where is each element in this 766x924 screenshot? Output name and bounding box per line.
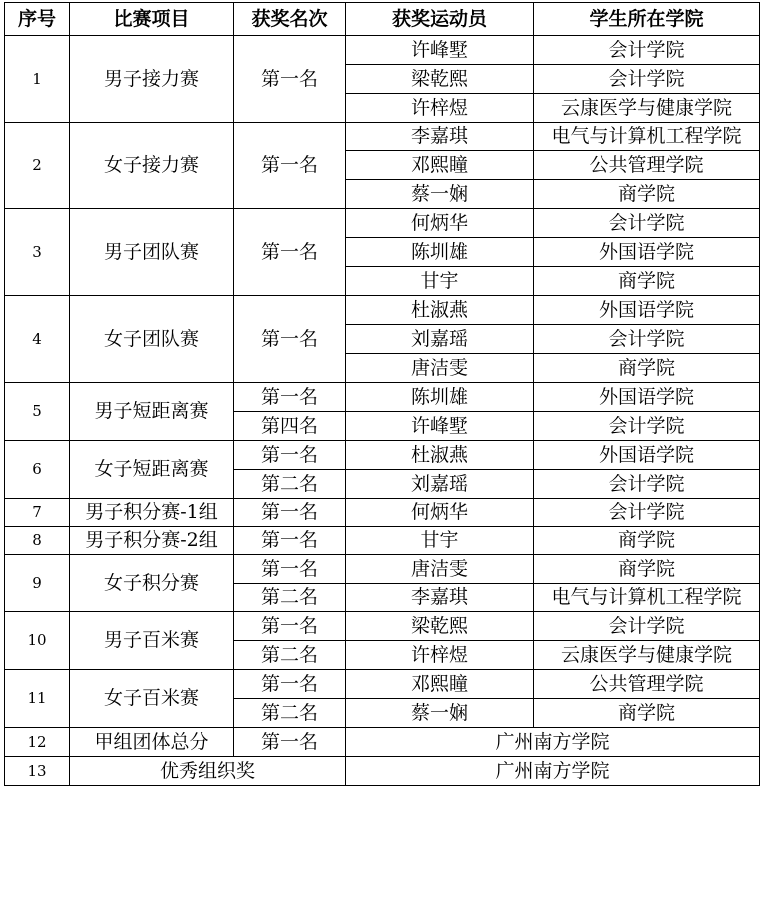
header-event: 比赛项目 [70,3,234,36]
college-name: 外国语学院 [534,296,760,325]
athlete-name: 邓熙瞳 [346,151,534,180]
header-rank: 获奖名次 [234,3,346,36]
row-index: 2 [5,123,70,209]
college-name: 电气与计算机工程学院 [534,584,760,612]
row-index: 1 [5,36,70,123]
event-name: 优秀组织奖 [70,757,346,786]
athlete-name: 刘嘉瑶 [346,325,534,354]
table-row [5,527,760,555]
rank-cell: 第一名 [234,555,346,584]
athlete-name: 何炳华 [346,209,534,238]
athlete-name: 李嘉琪 [346,123,534,151]
table-row [5,728,760,757]
athlete-name: 许峰墅 [346,412,534,441]
college-name: 会计学院 [534,499,760,527]
athlete-name: 许梓煜 [346,94,534,123]
event-name: 甲组团体总分 [70,728,234,757]
rank-cell: 第一名 [234,499,346,527]
event-name: 男子积分赛-2组 [70,527,234,555]
rank-cell: 第一名 [234,728,346,757]
rank-cell: 第一名 [234,441,346,470]
athlete-name: 杜淑燕 [346,441,534,470]
rank-cell: 第一名 [234,123,346,209]
table-row [5,123,760,151]
row-index: 9 [5,555,70,612]
rank-cell: 第一名 [234,209,346,296]
rank-cell: 第一名 [234,670,346,699]
college-name: 会计学院 [534,36,760,65]
college-name: 商学院 [534,699,760,728]
row-index: 6 [5,441,70,499]
college-name: 会计学院 [534,412,760,441]
row-index: 4 [5,296,70,383]
header-college: 学生所在学院 [534,3,760,36]
event-name: 男子团队赛 [70,209,234,296]
athlete-name: 邓熙瞳 [346,670,534,699]
event-name: 女子团队赛 [70,296,234,383]
rank-cell: 第二名 [234,584,346,612]
row-index: 13 [5,757,70,786]
rank-cell: 第一名 [234,36,346,123]
event-name: 女子短距离赛 [70,441,234,499]
college-name: 商学院 [534,527,760,555]
table-row [5,441,760,470]
row-index: 3 [5,209,70,296]
awards-table [4,2,760,786]
event-name: 男子积分赛-1组 [70,499,234,527]
row-index: 11 [5,670,70,728]
college-name: 会计学院 [534,470,760,499]
row-index: 7 [5,499,70,527]
athlete-name: 刘嘉瑶 [346,470,534,499]
college-name: 云康医学与健康学院 [534,94,760,123]
table-row [5,36,760,65]
athlete-name: 陈圳雄 [346,383,534,412]
header-row [5,3,760,36]
athlete-name: 甘宇 [346,527,534,555]
rank-cell: 第一名 [234,612,346,641]
college-name: 外国语学院 [534,238,760,267]
college-name: 会计学院 [534,65,760,94]
table-row [5,555,760,584]
event-name: 女子百米赛 [70,670,234,728]
college-name: 商学院 [534,354,760,383]
college-name: 云康医学与健康学院 [534,641,760,670]
athlete-name: 李嘉琪 [346,584,534,612]
table-row [5,383,760,412]
college-name: 会计学院 [534,209,760,238]
athlete-name: 梁乾熙 [346,612,534,641]
athlete-name: 杜淑燕 [346,296,534,325]
row-index: 8 [5,527,70,555]
rank-cell: 第二名 [234,699,346,728]
athlete-name: 许梓煜 [346,641,534,670]
college-name: 公共管理学院 [534,151,760,180]
athlete-name: 蔡一娴 [346,699,534,728]
winner-college-merged: 广州南方学院 [346,728,760,757]
college-name: 会计学院 [534,612,760,641]
rank-cell: 第二名 [234,641,346,670]
rank-cell: 第一名 [234,296,346,383]
college-name: 商学院 [534,555,760,584]
college-name: 电气与计算机工程学院 [534,123,760,151]
event-name: 男子短距离赛 [70,383,234,441]
event-name: 男子百米赛 [70,612,234,670]
athlete-name: 唐洁雯 [346,354,534,383]
row-index: 12 [5,728,70,757]
event-name: 男子接力赛 [70,36,234,123]
college-name: 外国语学院 [534,383,760,412]
rank-cell: 第一名 [234,527,346,555]
header-index: 序号 [5,3,70,36]
athlete-name: 甘宇 [346,267,534,296]
rank-cell: 第二名 [234,470,346,499]
athlete-name: 何炳华 [346,499,534,527]
rank-cell: 第四名 [234,412,346,441]
table-row [5,499,760,527]
athlete-name: 唐洁雯 [346,555,534,584]
event-name: 女子接力赛 [70,123,234,209]
athlete-name: 蔡一娴 [346,180,534,209]
table-row [5,209,760,238]
college-name: 外国语学院 [534,441,760,470]
table-row [5,670,760,699]
event-name: 女子积分赛 [70,555,234,612]
header-athlete: 获奖运动员 [346,3,534,36]
college-name: 商学院 [534,180,760,209]
college-name: 公共管理学院 [534,670,760,699]
table-row [5,296,760,325]
row-index: 10 [5,612,70,670]
athlete-name: 许峰墅 [346,36,534,65]
table-body [5,36,760,786]
table-row [5,612,760,641]
college-name: 商学院 [534,267,760,296]
college-name: 会计学院 [534,325,760,354]
rank-cell: 第一名 [234,383,346,412]
winner-college-merged: 广州南方学院 [346,757,760,786]
athlete-name: 陈圳雄 [346,238,534,267]
table-row [5,757,760,786]
athlete-name: 梁乾熙 [346,65,534,94]
row-index: 5 [5,383,70,441]
